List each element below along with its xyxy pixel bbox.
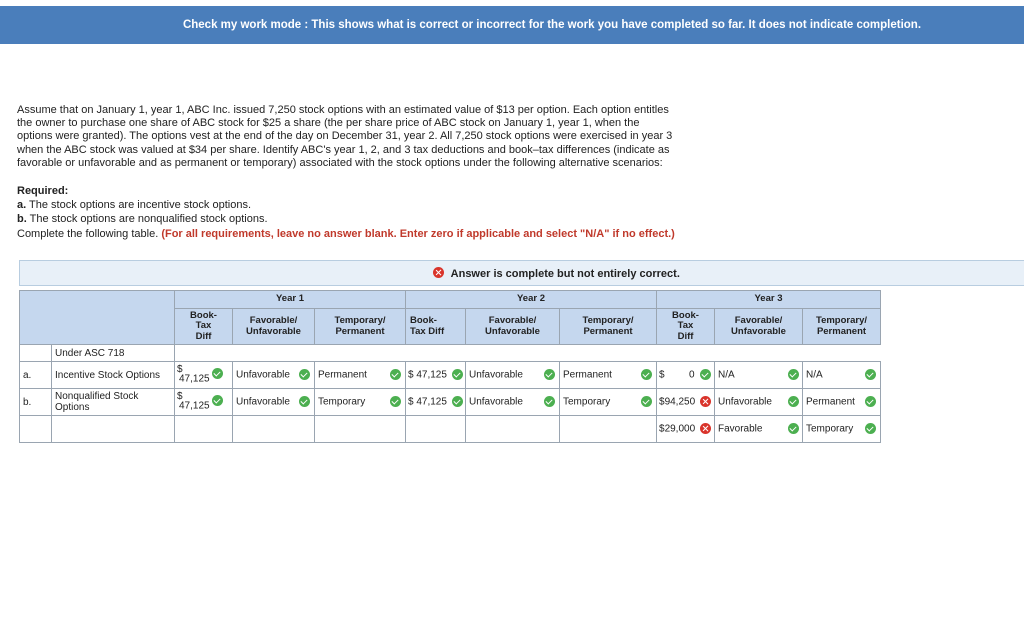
currency-symbol: $ <box>408 369 414 381</box>
table-row <box>20 362 881 389</box>
y2-favorable-value: Unfavorable <box>469 369 523 381</box>
y3-amount-cell[interactable] <box>657 389 715 416</box>
y1-temporary-value: Permanent <box>318 369 367 381</box>
required-a-label: a. <box>17 199 27 211</box>
y2-favorable-select[interactable] <box>466 362 560 389</box>
required-a-text: The stock options are incentive stock options. <box>29 199 251 211</box>
y3-temporary-value: N/A <box>806 369 823 381</box>
y1-temporary-select[interactable] <box>315 389 406 416</box>
y3-amount-cell[interactable] <box>657 416 715 443</box>
y1-amount-cell[interactable] <box>175 389 233 416</box>
correct-check-icon <box>641 396 652 407</box>
y2-temporary-value: Permanent <box>563 369 612 381</box>
y3-amount-cell[interactable] <box>657 362 715 389</box>
currency-symbol: $ <box>177 364 183 375</box>
correct-check-icon <box>788 369 799 380</box>
question-line: Assume that on January 1, year 1, ABC Inc. issued 7,250 stock options with an estimated value of $13 per option. Each option entitles <box>17 104 669 116</box>
correct-check-icon <box>641 369 652 380</box>
y2-amount: 47,125 <box>416 396 447 408</box>
currency-symbol: $ <box>177 391 183 402</box>
y2-temporary-value: Temporary <box>563 396 611 408</box>
y3-temporary-select[interactable] <box>803 389 881 416</box>
y2-favorable-value: Unfavorable <box>469 396 523 408</box>
year-2-header: Year 2 <box>406 291 657 309</box>
required-b <box>17 213 268 225</box>
incorrect-x-icon <box>700 423 711 434</box>
y1-favorable-select[interactable] <box>233 389 315 416</box>
required-b-text: The stock options are nonqualified stock options. <box>29 213 268 225</box>
correct-check-icon <box>788 423 799 434</box>
year-3-header: Year 3 <box>657 291 881 309</box>
y2-temporary-header: Temporary/ Permanent <box>560 309 657 345</box>
required-title: Required: <box>17 185 69 197</box>
year-1-header: Year 1 <box>175 291 406 309</box>
y2-blank-cell <box>406 416 466 443</box>
question-text <box>17 104 777 170</box>
y3-favorable-select[interactable] <box>715 362 803 389</box>
y3-temporary-select[interactable] <box>803 362 881 389</box>
correct-check-icon <box>299 396 310 407</box>
correct-check-icon <box>212 395 223 406</box>
y3-favorable-value: N/A <box>718 369 735 381</box>
y3-favorable-select[interactable] <box>715 389 803 416</box>
table-row <box>20 416 881 443</box>
y2-amount: 47,125 <box>416 369 447 381</box>
required-a <box>17 199 251 211</box>
correct-check-icon <box>390 396 401 407</box>
correct-check-icon <box>299 369 310 380</box>
answer-table <box>19 290 881 443</box>
y2-temporary-select[interactable] <box>560 389 657 416</box>
question-line: favorable or unfavorable and as permanent or temporary) associated with the stock options under the following alternative scenarios: <box>17 156 663 169</box>
correct-check-icon <box>390 369 401 380</box>
row-label: a. <box>20 362 52 389</box>
correct-check-icon <box>700 369 711 380</box>
y1-favorable-select[interactable] <box>233 362 315 389</box>
y3-favorable-value: Unfavorable <box>718 396 772 408</box>
y1-amount: 47,125 <box>179 373 210 385</box>
banner-text: Check my work mode : This shows what is correct or incorrect for the work you have completed so far. It does not indicate completion. <box>182 19 922 31</box>
section-fill <box>175 345 881 362</box>
row-description: Nonqualified Stock Options <box>52 389 175 416</box>
check-my-work-banner <box>0 6 1024 44</box>
y3-book-tax-diff-header: Book- Tax Diff <box>657 309 715 345</box>
y1-amount: 47,125 <box>179 400 210 412</box>
row-label: b. <box>20 389 52 416</box>
question-line: the owner to purchase one share of ABC stock for $25 a share (the per share price of ABC stock on January 1, year 1, when the <box>17 117 640 130</box>
correct-check-icon <box>865 369 876 380</box>
section-row <box>20 345 881 362</box>
y1-temporary-select[interactable] <box>315 362 406 389</box>
correct-check-icon <box>865 423 876 434</box>
y2-favorable-header: Favorable/ Unfavorable <box>466 309 560 345</box>
y1-favorable-value: Unfavorable <box>236 369 290 381</box>
y3-amount: 94,250 <box>664 396 696 408</box>
y1-favorable-value: Unfavorable <box>236 396 290 408</box>
currency-symbol: $ <box>659 369 665 381</box>
y3-favorable-header: Favorable/ Unfavorable <box>715 309 803 345</box>
y2-amount-cell[interactable] <box>406 389 466 416</box>
section-blank <box>20 345 52 362</box>
y2-blank-cell <box>466 416 560 443</box>
currency-symbol: $ <box>408 396 414 408</box>
correct-check-icon <box>212 368 223 379</box>
y3-favorable-select[interactable] <box>715 416 803 443</box>
y1-temporary-header: Temporary/ Permanent <box>315 309 406 345</box>
answer-status-text: Answer is complete but not entirely correct. <box>450 268 680 280</box>
y3-temporary-select[interactable] <box>803 416 881 443</box>
correct-check-icon <box>544 396 555 407</box>
y1-amount-cell[interactable] <box>175 362 233 389</box>
section-label: Under ASC 718 <box>52 345 175 362</box>
required-b-label: b. <box>17 213 27 225</box>
incorrect-x-icon <box>700 396 711 407</box>
correct-check-icon <box>452 369 463 380</box>
y3-amount: 0 <box>689 369 695 381</box>
currency-symbol: $ <box>659 396 665 408</box>
y2-blank-cell <box>560 416 657 443</box>
question-line: options were granted). The options vest at the end of the day on December 31, year 2. All 7,250 stock options were exercised in year 3 <box>17 130 673 143</box>
y3-temporary-value: Temporary <box>806 423 854 435</box>
instructions <box>17 228 675 240</box>
currency-symbol: $ <box>659 423 665 435</box>
y3-favorable-value: Favorable <box>718 423 763 435</box>
y2-favorable-select[interactable] <box>466 389 560 416</box>
y3-temporary-header: Temporary/ Permanent <box>803 309 881 345</box>
row-label <box>20 416 52 443</box>
y1-book-tax-diff-header: Book- Tax Diff <box>175 309 233 345</box>
question-line: when the ABC stock was valued at $34 per share. Identify ABC's year 1, 2, and 3 tax deductions and book–tax differences (indicate as <box>17 143 670 156</box>
y2-book-tax-diff-header: Book- Tax Diff <box>406 309 466 345</box>
correct-check-icon <box>788 396 799 407</box>
answer-status-bar <box>19 260 1024 286</box>
y1-blank-cell <box>175 416 233 443</box>
y3-amount: 29,000 <box>664 423 696 435</box>
row-description: Incentive Stock Options <box>52 362 175 389</box>
row-description <box>52 416 175 443</box>
instruction-red-text: (For all requirements, leave no answer blank. Enter zero if applicable and select "N/A" if no effect.) <box>161 228 675 240</box>
header-blank <box>20 291 175 345</box>
instruction-text: Complete the following table. <box>17 228 159 240</box>
y3-temporary-value: Permanent <box>806 396 855 408</box>
table-row <box>20 389 881 416</box>
correct-check-icon <box>865 396 876 407</box>
y1-blank-cell <box>233 416 315 443</box>
correct-check-icon <box>452 396 463 407</box>
y1-blank-cell <box>315 416 406 443</box>
correct-check-icon <box>544 369 555 380</box>
y1-temporary-value: Temporary <box>318 396 366 408</box>
incorrect-x-icon <box>433 267 444 278</box>
y2-temporary-select[interactable] <box>560 362 657 389</box>
y1-favorable-header: Favorable/ Unfavorable <box>233 309 315 345</box>
y2-amount-cell[interactable] <box>406 362 466 389</box>
